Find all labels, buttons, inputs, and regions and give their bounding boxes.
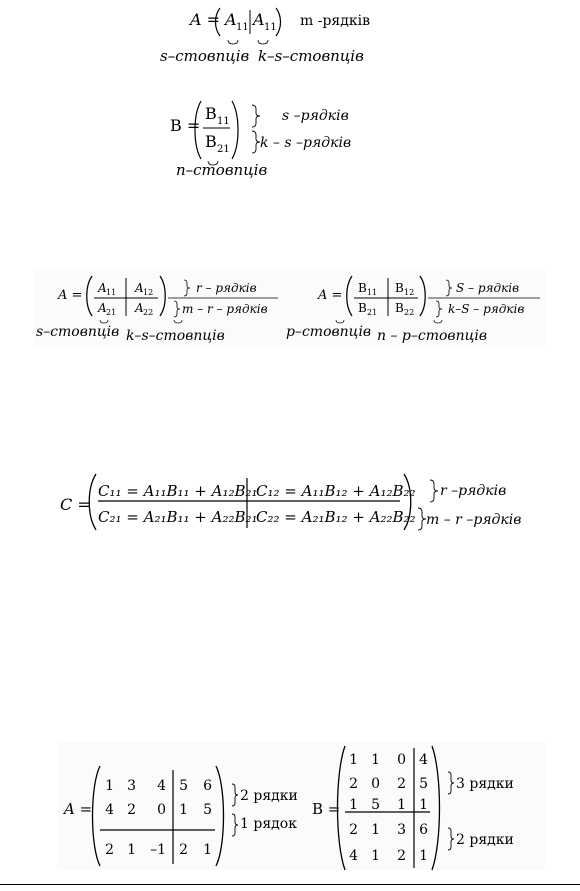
b21-sub: 21 bbox=[367, 308, 378, 317]
a22: A bbox=[135, 301, 144, 315]
a-note-2: 1 рядок bbox=[240, 816, 297, 832]
lhs-a: A = bbox=[64, 800, 93, 818]
matrix-a-cell-0-1: 3 bbox=[127, 778, 136, 794]
example-matrices bbox=[0, 742, 580, 872]
a21-sub: 21 bbox=[106, 308, 117, 317]
matrix-b-cell-3-0: 2 bbox=[349, 822, 358, 838]
b-underbrace-2 bbox=[434, 320, 442, 323]
matrix-b-cell-4-2: 2 bbox=[397, 848, 406, 864]
matrix-b-cell-4-3: 1 bbox=[419, 848, 428, 864]
b-right-paren bbox=[420, 276, 425, 316]
c21-formula: C₂₁ = A₂₁B₁₁ + A₂₂B₂₁ bbox=[98, 508, 258, 526]
matrix-b-cell-1-1: 0 bbox=[371, 776, 380, 792]
b-brace-1 bbox=[448, 772, 454, 794]
a-rows-note-1: r – рядків bbox=[196, 281, 257, 295]
col-note: n–стовпців bbox=[176, 161, 268, 179]
a21: A bbox=[98, 301, 107, 315]
matrix-b-cell-2-3: 1 bbox=[419, 797, 428, 813]
block-a11-sub: 11 bbox=[236, 22, 249, 33]
b22: B bbox=[395, 301, 404, 315]
b-brace-2 bbox=[436, 301, 442, 317]
block-a11: A bbox=[225, 10, 237, 29]
a-note-1: 2 рядки bbox=[240, 788, 298, 804]
b22-sub: 22 bbox=[404, 308, 415, 317]
matrix-a-cell-0-0: 1 bbox=[105, 778, 114, 794]
formula-b-partition bbox=[0, 95, 580, 185]
block-b11: B bbox=[205, 104, 217, 123]
underbrace-2 bbox=[258, 40, 268, 44]
matrix-a-cells bbox=[105, 778, 212, 858]
lhs-b: B = bbox=[170, 116, 201, 135]
matrix-b-cell-0-1: 1 bbox=[371, 752, 380, 768]
rows-note: m -рядків bbox=[300, 13, 370, 29]
matrix-a-cell-1-3: 1 bbox=[179, 802, 188, 818]
matrix-a-cell-1-2: 0 bbox=[157, 802, 166, 818]
matrix-b-cell-0-3: 4 bbox=[419, 752, 428, 768]
lhs-a: A = bbox=[190, 10, 221, 29]
matrix-a-cell-2-1: 1 bbox=[127, 842, 136, 858]
b11: B bbox=[358, 281, 367, 295]
a-brace-1 bbox=[232, 784, 238, 806]
matrix-a-cell-0-4: 6 bbox=[203, 778, 212, 794]
matrix-b-cell-4-1: 1 bbox=[371, 848, 380, 864]
matrix-b-cell-3-3: 6 bbox=[419, 822, 428, 838]
b-col-note-1: p–стовпців bbox=[286, 324, 372, 340]
b-rows-note-1: S – рядків bbox=[456, 281, 520, 295]
b-underbrace-1 bbox=[336, 320, 344, 323]
b-brace-2 bbox=[448, 828, 454, 850]
b-brace-1 bbox=[446, 280, 452, 296]
formula-two-partitions bbox=[0, 268, 580, 350]
matrix-a-cell-2-0: 2 bbox=[105, 842, 114, 858]
brace-1 bbox=[430, 480, 438, 502]
b21: B bbox=[358, 301, 367, 315]
a-col-note-1: s–стовпців bbox=[36, 324, 120, 340]
b12-sub: 12 bbox=[404, 288, 415, 297]
matrix-a-cell-2-2: –1 bbox=[150, 842, 166, 858]
brace-1 bbox=[252, 105, 260, 127]
a-right-paren bbox=[160, 276, 165, 316]
matrix-a-cell-1-4: 5 bbox=[203, 802, 212, 818]
formula-product-blocks bbox=[0, 470, 580, 540]
a22-sub: 22 bbox=[143, 308, 154, 317]
b-rows-note-2: k–S – рядків bbox=[448, 302, 525, 316]
matrix-a-cell-1-0: 4 bbox=[105, 802, 114, 818]
matrix-a-cell-2-3: 2 bbox=[179, 842, 188, 858]
a-underbrace-2 bbox=[174, 320, 182, 323]
a-right-paren bbox=[216, 766, 224, 866]
lhs-b: A = bbox=[318, 288, 343, 303]
brace-2 bbox=[252, 131, 260, 153]
a-brace-2 bbox=[232, 814, 238, 836]
a11-sub: 11 bbox=[106, 288, 117, 297]
a-underbrace-1 bbox=[100, 320, 108, 323]
a12: A bbox=[135, 281, 144, 295]
c12-formula: C₁₂ = A₁₁B₁₂ + A₁₂B₂₂ bbox=[256, 482, 416, 500]
matrix-b-cell-0-2: 0 bbox=[397, 752, 406, 768]
matrix-a-cell-0-3: 5 bbox=[179, 778, 188, 794]
matrix-b-cell-1-0: 2 bbox=[349, 776, 358, 792]
a-brace-2 bbox=[174, 301, 180, 317]
lhs-a: A = bbox=[58, 288, 83, 303]
matrix-b-cell-2-1: 5 bbox=[371, 797, 380, 813]
c22-formula: C₂₂ = A₂₁B₁₂ + A₂₂B₂₂ bbox=[256, 508, 416, 526]
b-right-paren bbox=[432, 746, 440, 870]
a-left-paren bbox=[93, 766, 101, 866]
matrix-a-cell-1-1: 2 bbox=[127, 802, 136, 818]
formula-a-partition bbox=[0, 0, 580, 80]
matrix-a-cell-0-2: 4 bbox=[157, 778, 166, 794]
matrix-b-cell-0-0: 1 bbox=[349, 752, 358, 768]
matrix-b-cell-3-1: 1 bbox=[371, 822, 380, 838]
block-a12: A bbox=[253, 10, 265, 29]
matrix-a-cell-2-4: 1 bbox=[203, 842, 212, 858]
right-paren bbox=[232, 101, 238, 159]
lhs-c: C = bbox=[60, 495, 91, 514]
b11-sub: 11 bbox=[367, 288, 378, 297]
a11: A bbox=[98, 281, 107, 295]
matrix-b-cell-3-2: 3 bbox=[397, 822, 406, 838]
block-b21-sub: 21 bbox=[217, 144, 230, 155]
matrix-b-cells bbox=[349, 752, 428, 864]
brace-2 bbox=[418, 508, 426, 530]
rows-note-1: r –рядків bbox=[440, 483, 507, 499]
a-rows-note-2: m – r – рядків bbox=[182, 302, 268, 316]
matrix-b-cell-1-2: 2 bbox=[397, 776, 406, 792]
matrix-b-cell-4-0: 4 bbox=[349, 848, 358, 864]
matrix-b-cell-1-3: 5 bbox=[419, 776, 428, 792]
col-note-1: s–стовпців bbox=[160, 47, 250, 65]
lhs-b: B = bbox=[312, 800, 341, 818]
page-bottom-rule bbox=[0, 884, 580, 885]
b-note-1: 3 рядки bbox=[456, 776, 514, 792]
b-note-2: 2 рядки bbox=[456, 832, 514, 848]
underbrace-1 bbox=[228, 40, 238, 44]
block-b11-sub: 11 bbox=[217, 116, 230, 127]
rows-note-2: k – s –рядків bbox=[260, 135, 352, 151]
a-left-paren bbox=[87, 276, 92, 316]
matrix-b-cell-2-0: 1 bbox=[349, 797, 358, 813]
c11-formula: C₁₁ = A₁₁B₁₁ + A₁₂B₂₁ bbox=[98, 482, 258, 500]
a-col-note-2: k–s–стовпців bbox=[126, 328, 225, 344]
rows-note-1: s –рядків bbox=[282, 108, 349, 124]
b-col-note-2: n – p–стовпців bbox=[377, 328, 487, 344]
a-brace-1 bbox=[184, 280, 190, 296]
a12-sub: 12 bbox=[143, 288, 154, 297]
b-left-paren bbox=[347, 276, 352, 316]
b12: B bbox=[395, 281, 404, 295]
col-note-2: k–s–стовпців bbox=[258, 47, 364, 65]
block-a12-sub: 11 bbox=[264, 22, 277, 33]
rows-note-2: m – r –рядків bbox=[426, 512, 522, 528]
matrix-b-cell-2-2: 1 bbox=[397, 797, 406, 813]
block-b21: B bbox=[205, 132, 217, 151]
